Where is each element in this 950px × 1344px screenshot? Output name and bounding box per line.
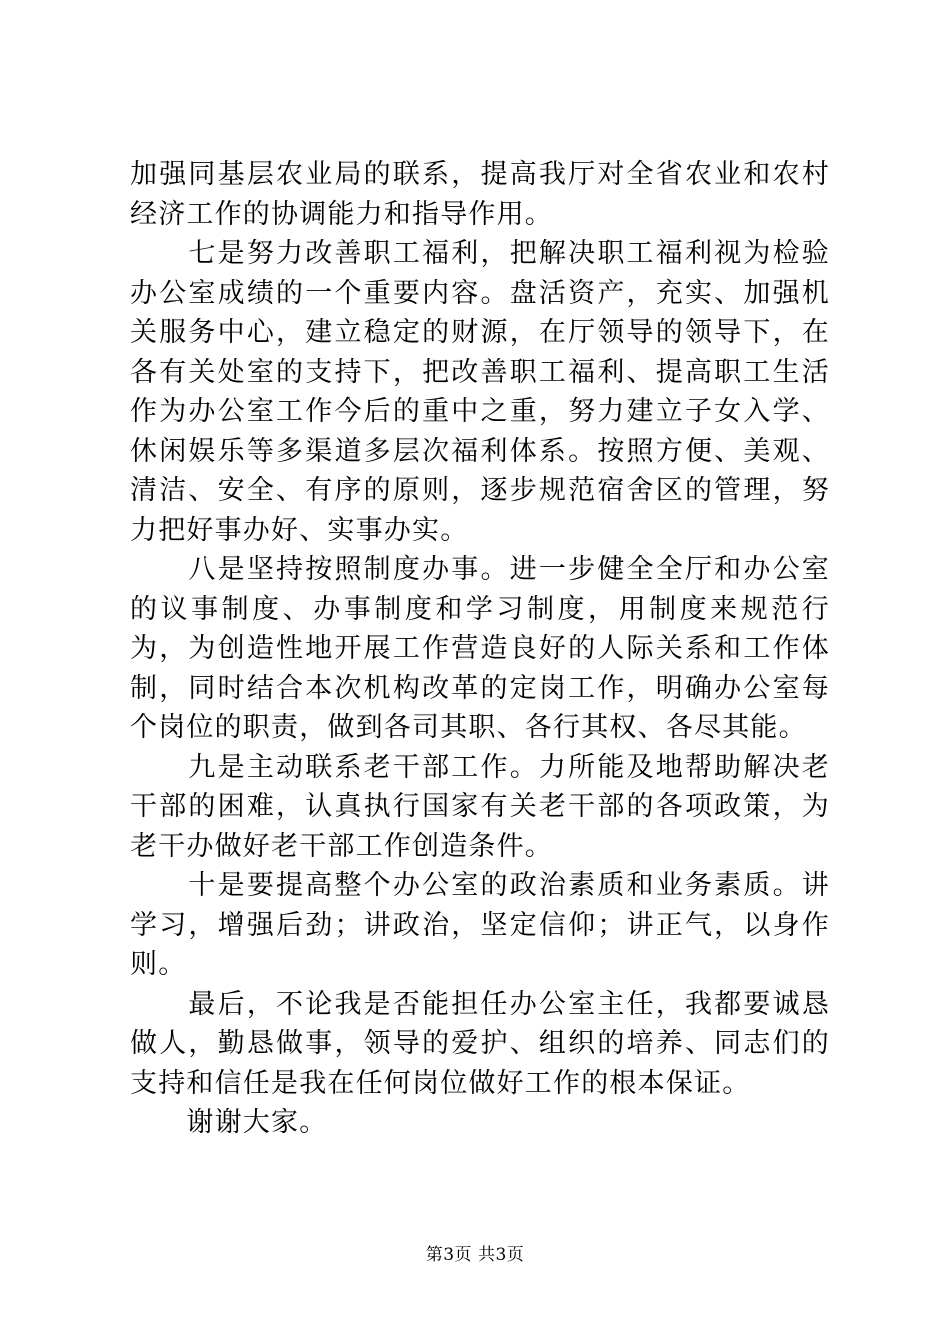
paragraph-item-nine: 九是主动联系老干部工作。力所能及地帮助解决老干部的困难，认真执行国家有关老干部的各项政策，为老干办做好老干部工作创造条件。 bbox=[130, 751, 830, 862]
page-number-label: 第3页 共3页 bbox=[425, 1245, 525, 1265]
paragraph-thanks: 谢谢大家。 bbox=[130, 1107, 328, 1138]
paragraph-continuation: 加强同基层农业局的联系，提高我厅对全省农业和农村经济工作的协调能力和指导作用。 bbox=[130, 159, 830, 230]
paragraph-closing: 最后，不论我是否能担任办公室主任，我都要诚恳做人，勤恳做事，领导的爱护、组织的培养、同志们的支持和信任是我在任何岗位做好工作的根本保证。 bbox=[130, 988, 830, 1099]
paragraph-item-eight: 八是坚持按照制度办事。进一步健全全厅和办公室的议事制度、办事制度和学习制度，用制度来规范行为，为创造性地开展工作营造良好的人际关系和工作体制，同时结合本次机构改革的定岗工作，明确办公室每个岗位的职责，做到各司其职、各行其权、各尽其能。 bbox=[130, 554, 830, 743]
document-body bbox=[130, 155, 830, 1143]
page-footer bbox=[0, 1240, 950, 1265]
paragraph-item-seven: 七是努力改善职工福利，把解决职工福利视为检验办公室成绩的一个重要内容。盘活资产，充实、加强机关服务中心，建立稳定的财源，在厅领导的领导下，在各有关处室的支持下，把改善职工福利、提高职工生活作为办公室工作今后的重中之重，努力建立子女入学、休闲娱乐等多渠道多层次福利体系。按照方便、美观、清洁、安全、有序的原则，逐步规范宿舍区的管理，努力把好事办好、实事办实。 bbox=[130, 238, 830, 546]
paragraph-item-ten: 十是要提高整个办公室的政治素质和业务素质。讲学习，增强后劲；讲政治，坚定信仰；讲正气，以身作则。 bbox=[130, 870, 830, 980]
